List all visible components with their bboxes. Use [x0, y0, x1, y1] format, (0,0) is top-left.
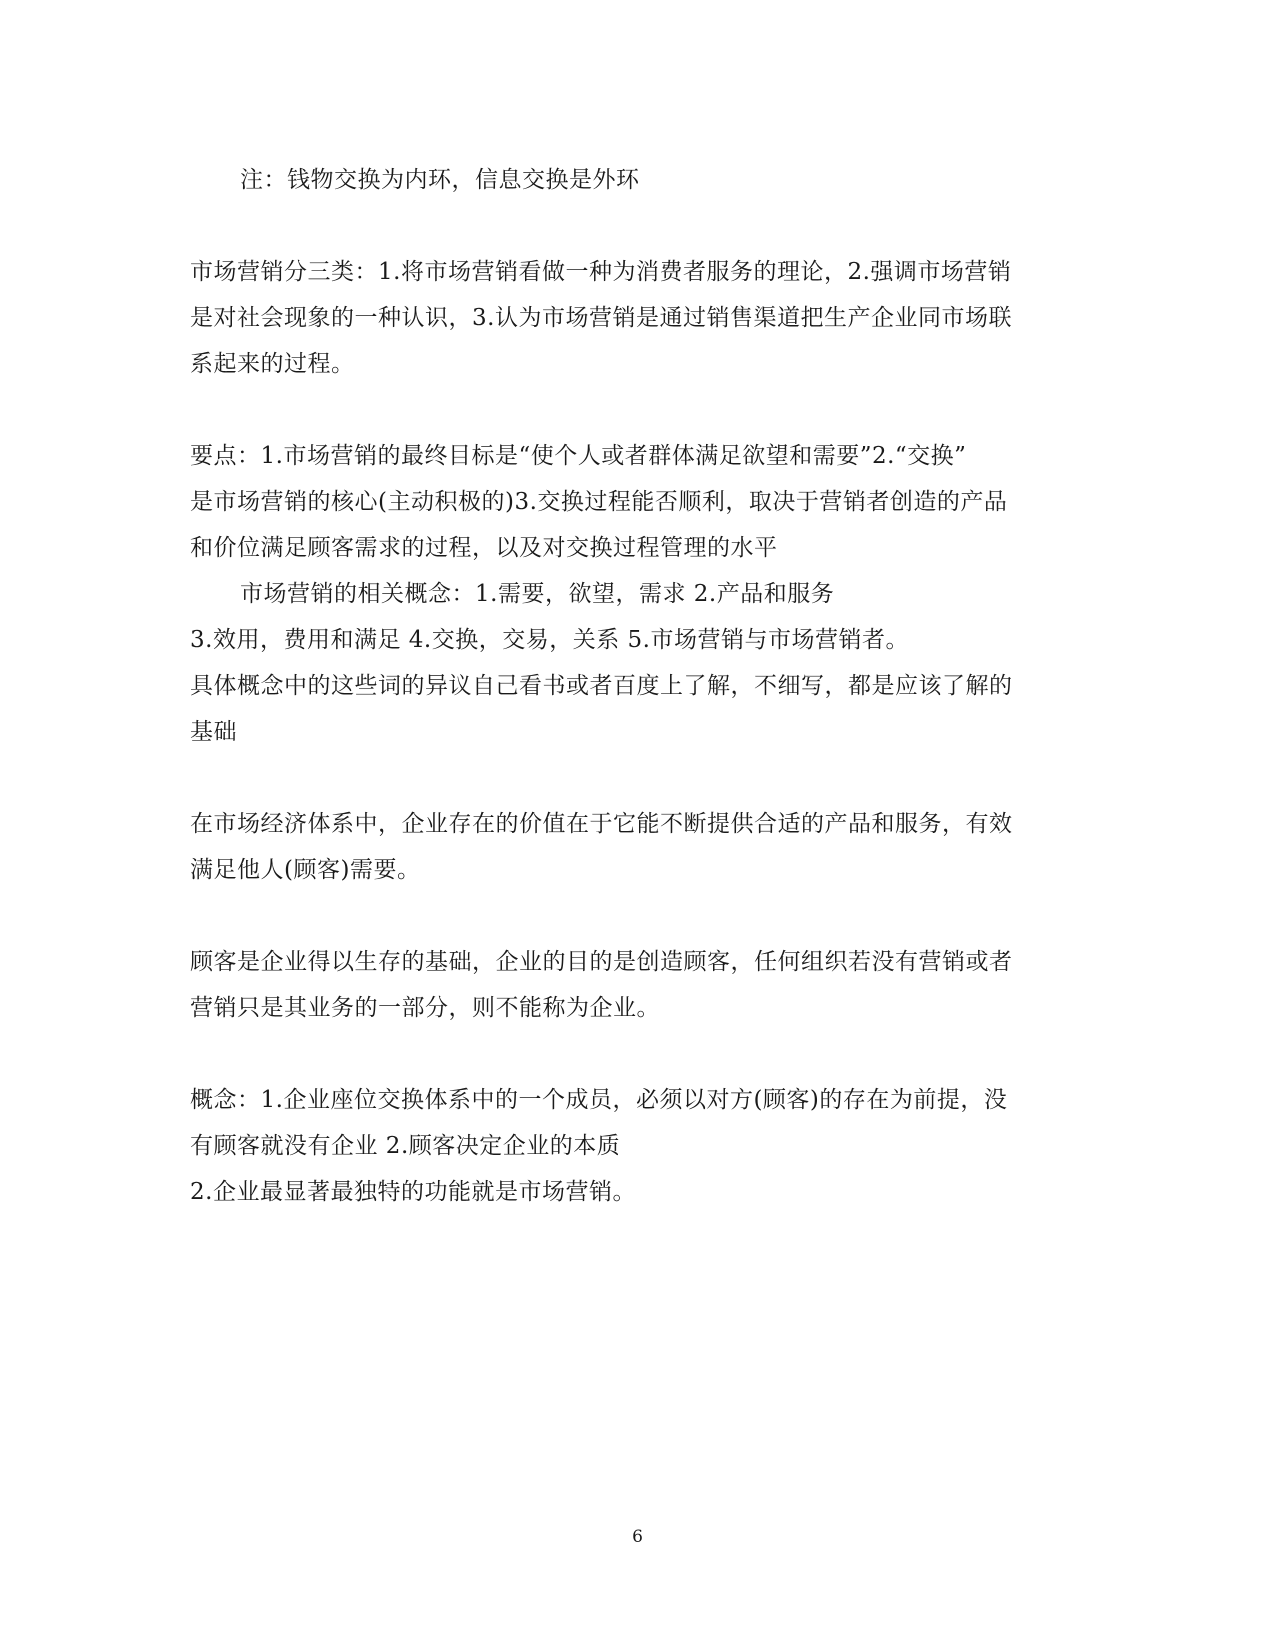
- concepts-line-1: 市场营销的相关概念：1.需要，欲望，需求 2.产品和服务: [240, 581, 835, 607]
- value-line-2: 满足他人(顾客)需要。: [190, 857, 421, 883]
- page-number: 6: [632, 1527, 643, 1547]
- points-line-1: 要点：1.市场营销的最终目标是“使个人或者群体满足欲望和需要”2.“交换”: [190, 443, 967, 469]
- concepts-line-4: 基础: [190, 719, 237, 745]
- categories-line-1: 市场营销分三类：1.将市场营销看做一种为消费者服务的理论，2.强调市场营销: [190, 259, 1012, 285]
- enterprise-line-1: 概念：1.企业座位交换体系中的一个成员，必须以对方(顾客)的存在为前提，没: [190, 1087, 1008, 1113]
- points-line-2: 是市场营销的核心(主动积极的)3.交换过程能否顺利，取决于营销者创造的产品: [190, 489, 1008, 515]
- value-line-1: 在市场经济体系中，企业存在的价值在于它能不断提供合适的产品和服务，有效: [190, 811, 1013, 837]
- enterprise-line-3: 2.企业最显著最独特的功能就是市场营销。: [190, 1179, 636, 1205]
- concepts-line-2: 3.效用，费用和满足 4.交换，交易，关系 5.市场营销与市场营销者。: [190, 627, 909, 653]
- concepts-line-3: 具体概念中的这些词的异议自己看书或者百度上了解，不细写，都是应该了解的: [190, 673, 1013, 699]
- customer-line-1: 顾客是企业得以生存的基础，企业的目的是创造顾客，任何组织若没有营销或者: [190, 949, 1013, 975]
- enterprise-line-2: 有顾客就没有企业 2.顾客决定企业的本质: [190, 1133, 621, 1159]
- note-line: 注：钱物交换为内环，信息交换是外环: [240, 167, 640, 193]
- categories-line-3: 系起来的过程。: [190, 351, 355, 377]
- categories-line-2: 是对社会现象的一种认识，3.认为市场营销是通过销售渠道把生产企业同市场联: [190, 305, 1012, 331]
- customer-line-2: 营销只是其业务的一部分，则不能称为企业。: [190, 995, 660, 1021]
- points-line-3: 和价位满足顾客需求的过程，以及对交换过程管理的水平: [190, 535, 778, 561]
